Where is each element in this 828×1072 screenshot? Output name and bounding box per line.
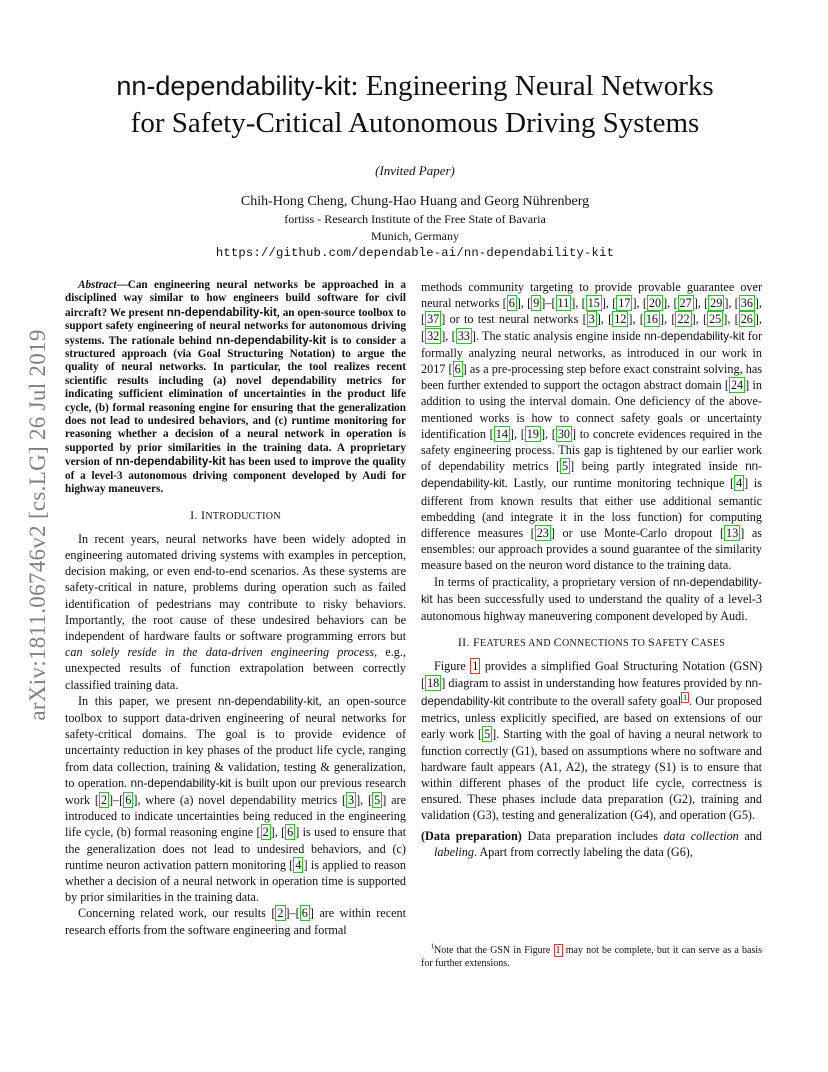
citation-link[interactable]: 16 [645,312,659,327]
footnote-text: Note that the GSN in Figure [434,945,554,956]
body-text: as ensembles: our approach provides a sound guarantee of the similarity measure based on the neuron word distance to the training data. [421,526,762,573]
abstract-text: , an open-source toolbox to support safety engineering of neural networks for autonomous driving systems. The rationale behind [65,306,406,347]
citation-link[interactable]: 6 [287,825,294,840]
citation-link[interactable]: 2 [262,825,269,840]
citation-link[interactable]: 22 [677,312,690,327]
body-text: as a pre-processing step before exact constraint solving, has been further extended to support the octagon abstract domain [421,362,762,393]
citation-link[interactable]: 30 [557,426,571,441]
item-lead-label: (Data preparation) [421,828,522,843]
affiliation-location: Munich, Germany [371,229,459,243]
title-line2: for Safety-Critical Autonomous Driving Systems [130,107,700,139]
data-preparation-item [421,828,762,860]
citation-link[interactable]: 15 [587,296,600,311]
heading-text: I. I [190,507,206,522]
left-column [65,279,406,938]
tool-name: nn-dependability-kit [421,676,762,708]
intro-paragraph-3: Concerning related work, our results [ 2 ]–[ 6 ] are within recent research efforts from the software engineering and formal [65,906,406,937]
heading-text: NTRODUCTION [205,510,281,522]
body-text: is used to ensure that the generalization does not lead to undesired behaviors, and (c) runtime neuron activation pattern monitoring [65,825,406,872]
arxiv-stamp-text: arXiv:1811.06746v2 [cs.LG] 26 Jul 2019 [25,329,50,721]
paper-title [60,68,770,142]
citation-link[interactable]: 3 [588,312,595,327]
citation-link[interactable]: 11 [557,296,570,311]
affiliation-institute: fortiss - Research Institute of the Free State of Bavaria [284,212,546,226]
repository-link[interactable]: https://github.com/dependable-ai/nn-dependability-kit [215,246,615,260]
heading-text: EATURES AND [480,638,554,650]
practicality-paragraph [421,574,762,625]
footnote-link[interactable]: 1 [683,692,688,702]
section-heading-introduction [65,507,406,525]
body-text: . Our proposed metrics, unless explicitly specified, are based on extensions of our early work [421,693,762,742]
author-list: Chih-Hong Cheng, Chung-Hao Huang and Georg Nührenberg [240,194,590,209]
citation-link[interactable]: 20 [648,296,662,311]
body-text: or to test neural networks [445,312,583,327]
title-block [60,68,770,262]
citation-link[interactable]: 4 [736,476,743,491]
body-text: . The static analysis engine inside [475,328,644,343]
citation-link[interactable]: 33 [457,328,470,343]
citation-link[interactable]: 18 [427,675,440,690]
citation-link[interactable]: 9 [533,296,540,311]
citation-link[interactable]: 6 [125,792,132,807]
body-text: is built upon our previous research work [65,775,406,807]
body-text: Figure [434,659,471,674]
citation-link[interactable]: 5 [374,792,381,807]
body-text: In this paper, we present [78,693,219,708]
body-text: provides a simplified Goal Structuring Notation (GSN) [480,659,763,674]
abstract [65,279,406,497]
citation-link[interactable]: 4 [295,857,302,872]
footnote-text: may not be complete, but it can serve as a basis for further extensions. [421,945,762,969]
heading-text: ONNECTIONS TO [561,638,649,650]
right-column [421,279,762,860]
related-work-paragraph: methods community targeting to provide provable guarantee over neural networks [ 6 ], [ 9 ]–[ 11 ], [ 15 ], [ 17 ], [ 20 ], [ 27 ], [ 29 ], [ 36 ], [ 37 ] or to test neural networks [ 3 ], [ 12 ], [ 16 ], [ 22 ], [ 25 ], [ 26 ], [ 32 ], [ 33 ]. The static analysis engine inside nn-dependability-kit for formally analyzing neural networks, as introduced in our work in 2017 [ 6 ] as a pre-processing step before exact constraint solving, has been further extended to support the octagon abstract domain [ 24 ] in addition to using the interval domain. One deficiency of the above-mentioned works is how to connect safety goals or uncertainty identification [ 14 ], [ 19 ], [ 30 ] to concrete evidences required in the safety engineering process. This gap is tightened by our earlier work of dependability metrics [ 5 ] being partly integrated inside nn-dependability-kit. Lastly, our runtime monitoring technique [ 4 ] is different from known results that either use additional semantic embedding (and integrate it in the loss function) for computing difference measures [ 23 ] or use Monte-Carlo dropout [ 13 ] as ensembles: our approach provides a sound guarantee of the similarity measure based on the neuron word distance to the training data. [421,280,763,573]
body-text: . Starting with the goal of having a neural network to function correctly (G1), based on assumptions where no software and hardware fault appears (A1, A2), the strategy (S1) is to ensure that within different phases of the product life cycle, correctness is ensured. These phases include data preparation (G2), training and validation (G3), testing and generalization (G4), and operation (G5). [421,727,763,823]
abstract-text: is to consider a structured approach (via Goal Structuring Notation) to argue the quality of neural networks. In particular, the tool realizes recent scientific results including (a) novel dependability metrics for indicating sufficient elimination of uncertainties in the product life cycle, (b) formal reasoning engine for ensuring that the generalization does not lead to undesired behaviors, and (c) runtime monitoring for reasoning whether a decision of a neural network in operation is supported by prior similarities in the training data. A proprietary version of [65,334,406,469]
body-text: are within recent research efforts from the software engineering and formal [65,906,406,937]
heading-text: S [648,635,655,650]
body-text: In recent years, neural networks have been widely adopted in engineering automated driving systems with examples in perception, decision making, or even end-to-end scenarios. As these systems are safety-critical in nature, problems during operation such as failed identification of pedestrians may contribute to risky behaviors. Importantly, the root cause of these undesired behaviors can be independent of hardware faults or software programming errors but [65,531,406,643]
intro-paragraph-2: In this paper, we present nn-dependability-kit, an open-source toolbox to support data-driven engineering of neural networks for safety-critical domains. The goal is to provide evidence of uncertainty reduction in key phases of the product life cycle, ranging from data collection, training & validation, testing & generalization, to operation. nn-dependability-kit is built upon our previous research work [ 2 ]–[ 6 ], where (a) novel dependability metrics [ 3 ], [ 5 ] are introduced to indicate uncertainties being reduced in the engineering life cycle, (b) formal reasoning engine [ 2 ], [ 6 ] is used to ensure that the generalization does not lead to undesired behaviors, and (c) runtime neuron activation pattern monitoring [ 4 ] is applied to reason whether a decision of a neural network in operation time is supported by prior similarities in the training data. [65,693,406,905]
citation-link[interactable]: 25 [709,312,722,327]
tool-name: nn-dependability-kit [421,460,762,491]
tool-name: nn-dependability-kit [421,575,762,606]
body-text: in addition to using the interval domain. One deficiency of the above-mentioned works is how to connect safety goals or uncertainty identification [421,378,762,441]
abstract-text: Can engineering neural networks be approached in a disciplined way similar to how engineers build software for civil aircraft? We present [65,279,406,319]
emphasis-text: labeling [434,844,474,859]
citation-link[interactable]: 37 [427,312,440,327]
citation-link[interactable]: 23 [536,526,549,541]
body-text: is different from known results that either use additional semantic embedding (and integrate it in the loss function) for computing difference measures [421,476,762,541]
body-text: , e.g., unexpected results of function extrapolation between correctly classified training data. [65,645,406,692]
citation-link[interactable]: 3 [348,792,355,807]
citation-link[interactable]: 26 [740,312,753,327]
body-text: to concrete evidences required in the safety engineering process. This gap is tightened by our earlier work of dependability metrics [421,426,762,474]
heading-text: C [553,635,562,650]
emphasis-text: data collection [663,828,739,843]
intro-paragraph-1 [65,531,406,693]
citation-link[interactable]: 27 [679,296,692,311]
body-text: Data preparation includes [521,828,664,843]
citation-link[interactable]: 5 [484,727,491,742]
citation-link[interactable]: 2 [100,792,108,807]
abstract-text: has been used to improve the quality of a level-3 autonomous driving component developed by Audi for highway maneuvers. [65,456,406,496]
tool-name: nn-dependability-kit [216,333,327,347]
section-heading-features [421,634,762,652]
tool-name: nn-dependability-kit [166,305,277,319]
title-tool-name: nn-dependability-kit [116,71,351,101]
citation-link[interactable]: 36 [740,296,753,311]
body-text: , where (a) novel dependability metrics [137,792,342,807]
body-text: In terms of practicality, a proprietary version of [434,574,674,589]
tool-name: nn-dependability-kit [218,694,319,708]
abstract-label: Abstract [78,279,117,291]
body-text: and [738,828,762,843]
body-text: for formally analyzing neural networks, as introduced in our work in 2017 [421,328,763,377]
title-line1-rest: : Engineering Neural Networks [350,70,714,102]
citation-link[interactable]: 6 [301,906,308,921]
heading-text: ASES [699,638,726,650]
body-text: methods community targeting to provide provable guarantee over neural networks [421,280,762,311]
body-text: diagram to assist in understanding how features provided by [445,675,746,690]
citation-link[interactable]: 6 [454,362,461,377]
invited-paper-note: (Invited Paper) [375,163,455,178]
citation-link[interactable]: 29 [710,296,723,311]
body-text: is applied to reason whether a decision of a neural network in operation time is supported by prior similarities in the training data. [65,857,406,905]
figure-link[interactable]: 1 [555,945,561,956]
abstract-dash: — [116,279,128,291]
tool-name: nn-dependability-kit [130,776,232,790]
body-text: has been successfully used to understand the quality of a level-3 autonomous highway maneuvering component developed by Audi. [421,591,762,624]
heading-text: II. F [457,635,481,650]
body-text: contribute to the overall safety goal [504,693,682,708]
citation-link[interactable]: 19 [526,426,539,441]
citation-link[interactable]: 17 [618,296,631,311]
citation-link[interactable]: 5 [562,459,569,474]
emphasis-text: can solely reside in the data-driven engineering process [65,645,375,660]
body-text: being partly integrated inside [574,459,746,474]
citation-link[interactable]: 14 [495,426,508,441]
citation-link[interactable]: 2 [277,906,284,921]
body-text: Concerning related work, our results [78,906,272,921]
body-text: or use Monte-Carlo dropout [554,526,720,541]
gsn-paragraph: Figure 1 provides a simplified Goal Structuring Notation (GSN) [ 18 ] diagram to assist in understanding how features provided by nn-dependability-kit contribute to the overall safety goal $^1$ . Our proposed metrics, unless explicitly specified, are based on extensions of our early work [ 5 ]. Starting with the goal of having a neural network to function correctly (G1), based on assumptions where no software and hardware fault appears (A1, A2), the strategy (S1) is to ensure that within different phases of the product life cycle, correctness is ensured. These phases include data preparation (G2), training and validation (G3), testing and generalization (G4), and operation (G5). [421,659,763,823]
citation-link[interactable]: 13 [726,526,739,541]
heading-text: C [691,635,700,650]
citation-link[interactable]: 32 [427,328,440,343]
footnote [421,944,762,970]
citation-link[interactable]: 12 [614,312,627,327]
citation-link[interactable]: 24 [730,378,744,393]
tool-name: nn-dependability-kit [115,455,226,469]
body-text: , an open-source toolbox to support data-driven engineering of neural networks for safety-critical domains. The goal is to provide evidence of uncertainty reduction in key phases of the product life cycle, ranging from data collection, training & validation, testing & generalization, to operation. [65,693,406,790]
footnote-mark: 1 [430,942,434,951]
body-text: . Apart from correctly labeling the data (G6), [473,844,693,859]
tool-name: nn-dependability-kit [643,329,745,343]
heading-text: AFETY [655,638,692,650]
citation-link[interactable]: 6 [508,296,515,311]
arxiv-identifier-stamp [18,295,58,755]
body-text: are introduced to indicate uncertainties being reduced in the engineering life cycle, (b) formal reasoning engine [65,792,406,840]
figure-link[interactable]: 1 [472,659,479,674]
body-text: . Lastly, our runtime monitoring technique [504,476,731,491]
